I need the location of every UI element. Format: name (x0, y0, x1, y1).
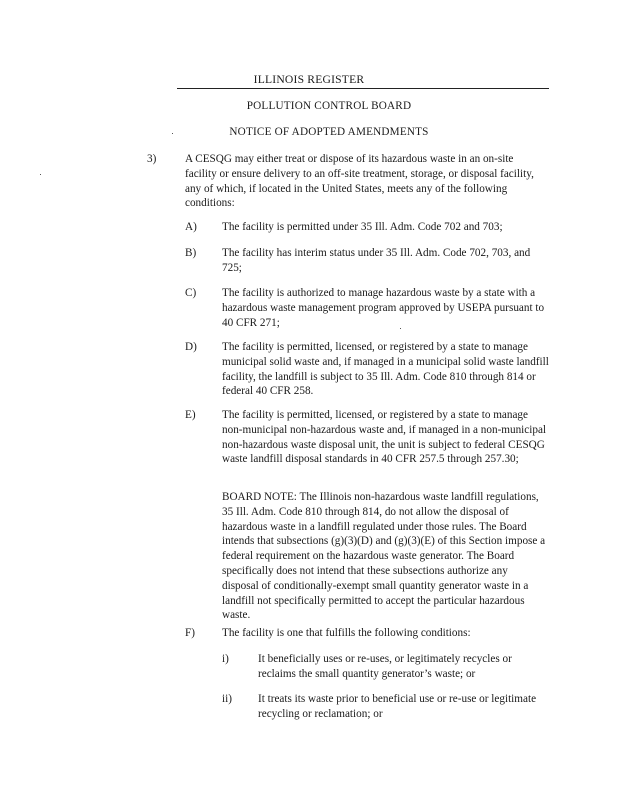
notice-title: NOTICE OF ADOPTED AMENDMENTS (229, 126, 429, 138)
board-title: POLLUTION CONTROL BOARD (246, 100, 412, 112)
item-a-text: The facility is permitted under 35 Ill. Adm. Code 702 and 703; (222, 221, 503, 233)
register-title: ILLINOIS REGISTER (253, 73, 365, 86)
item-f-label: F) (185, 627, 195, 639)
item-f-text: The facility is one that fulfills the following conditions: (222, 627, 471, 639)
item-3-label: 3) (147, 153, 157, 165)
item-ii-text: It treats its waste prior to beneficial use or re-use or legitimate recycling or reclamation; or (258, 693, 537, 720)
item-i-label: i) (222, 653, 229, 665)
item-c-label: C) (185, 287, 197, 299)
item-d-text: The facility is permitted, licensed, or registered by a state to manage municipal solid waste and, if managed in a municipal solid waste landfill facility, the landfill is subject to 35 Ill. Adm. Code 810 through 814 or federal 40 CFR 258. (222, 341, 549, 398)
item-a-label: A) (185, 221, 197, 233)
item-i-text: It beneficially uses or re-uses, or legitimately recycles or reclaims the small quantity generator’s waste; or (258, 653, 512, 680)
scan-speck (172, 133, 173, 134)
board-note: BOARD NOTE: The Illinois non-hazardous waste landfill regulations, 35 Ill. Adm. Code 810 through 814, do not allow the disposal of hazardous waste in a landfill regulated under those rules. The Board intends that subsections (g)(3)(D) and (g)(3)(E) of this Section impose a federal requirement on the hazardous waste generator. The Board specifically does not intend that these subsections authorize any disposal of conditionally-exempt small quantity generator waste in a landfill not specifically permitted to accept the particular hazardous waste. (222, 491, 546, 622)
scan-speck (400, 328, 401, 329)
item-3-text: A CESQG may either treat or dispose of its hazardous waste in an on-site facility or ensure delivery to an off-site treatment, storage, or disposal facility, any of which, if located in the United States, meets any of the following conditions: (185, 153, 534, 210)
item-e-text: The facility is permitted, licensed, or registered by a state to manage non-municipal non-hazardous waste and, if managed in a non-municipal non-hazardous waste disposal unit, the unit is subject to federal CESQG waste landfill disposal standards in 40 CFR 257.5 through 257.30; (222, 409, 547, 466)
item-b-text: The facility has interim status under 35 Ill. Adm. Code 702, 703, and 725; (222, 247, 531, 274)
scan-speck (40, 174, 41, 175)
item-ii-label: ii) (222, 693, 232, 705)
item-b-label: B) (185, 247, 197, 259)
header-rule (177, 88, 549, 89)
item-e-label: E) (185, 409, 196, 421)
item-c-text: The facility is authorized to manage hazardous waste by a state with a hazardous waste management program approved by USEPA pursuant to 40 CFR 271; (222, 287, 545, 329)
item-d-label: D) (185, 341, 197, 353)
